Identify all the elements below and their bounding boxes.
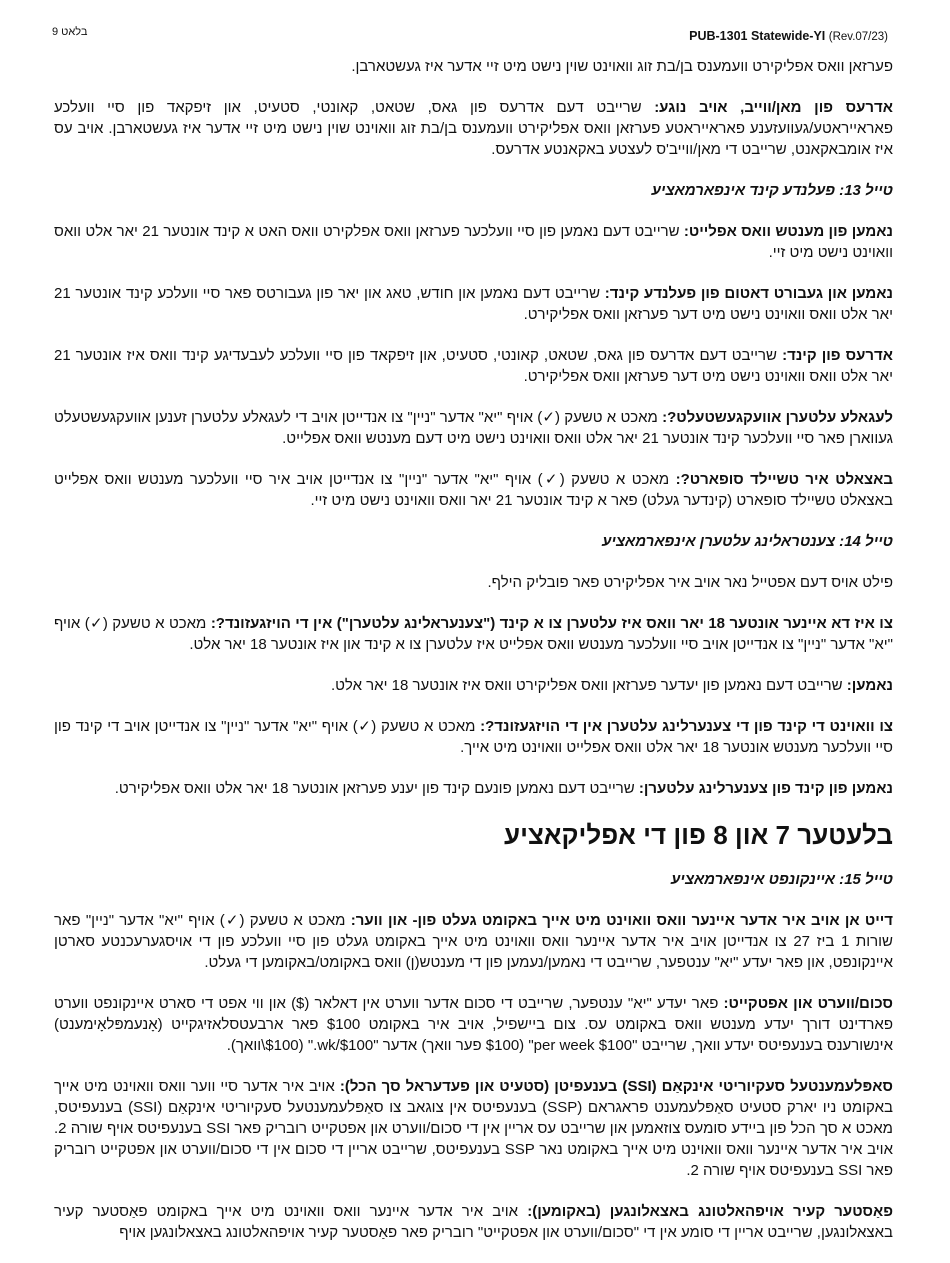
field-label: דייט אן אויב איר אדער איינער וואס וואוינט מיט אייך באקומט געלט פון- און ווער: [350,912,893,929]
field-description: שרייבט דעם נאמען און חודש, טאג און יאר פון געבורטס פאר סיי וועלכע קינד אונטער 21 יאר אלט וואס וואוינט נישט מיט דער פערזאן וואס אפליקירט. [54,285,893,323]
field-description: אויב איר אדער איינער וואס וואוינט מיט אייך באקומט פאַסטער קעיר באצאלונגען, שרייבט אריין די סומע אין די "סכום/ווערט און אפטקייט" רובריק פאר פאַסטער קעיר אויפהאלטונג באצאלונגען אויף [54,1203,893,1241]
pages-heading: בלעטער 7 און 8 פון די אפליקאציע [504,820,893,850]
field-label: נאמען: [846,677,893,694]
field-label: צו וואוינט די קינד פון די צענערלינג עלטערן אין די הויזגעזונד?: [480,718,893,735]
paragraph-public-assistance-note: פילט אויס דעם אפטייל נאר אויב איר אפליקירט פאר פובליק הילף. [487,574,893,591]
field-description: אויב איר אדער סיי ווער וואס וואוינט מיט אייך באקומט ניו יארק סטעיט סאַפּלעמענט פראגראם (SSP) בענעפיטס אין צוגאב צו סאַפּלעמענטעל סעקיוריטי אינקאַם (SSI) בענעפיטס, מאכט א סך הכל פון ביידע סומעס צוזאמען און שרייבט עס אריין אין די סכום/ווערט און אפטקייט רובריק פאר SSI בענעפיטס אויף שורה 2. אויב איר אדער איינער וואס וואוינט מיט אייך באקומט נאר SSP בענעפיטס, שרייבט אריין די סכום אין די סכום/ווערט און אפטקייט רובריק פאר SSI בענעפיטס אויף שורה 2. [54,1078,893,1179]
paragraph-ssi-benefits [54,1076,893,1181]
publication-id [689,29,888,43]
paragraph-child-address [54,345,893,387]
paragraph-spouse-status: פערזאן וואס אפליקירט וועמענס בן/בת זוג וואוינט שוין נישט מיט זיי אדער איז געשטארבן. [351,58,893,75]
field-description: מאכט א טשעק (✓) אויף "יא" אדער "ניין" צו אנדייטן אויב סיי וועלכער מענטש וואס אפלייט איז עלטערן צו א קינד און איז אונטער 18 יאר אלט. [54,615,893,653]
field-description: שרייבט דעם נאמען פון יעדער פערזאן וואס אפליקירט וואס איז אונטער 18 יאר אלט. [330,677,847,694]
section-heading-14: טייל 14: צענטראלינג עלטערן אינפארמאציע [602,533,893,550]
field-label: אדרעס פון מאן/ווייב, אויב נוגע: [654,99,893,116]
revision-date: (Rev.07/23) [828,31,888,43]
section-heading-15: טייל 15: איינקונפט אינפארמאציע [671,871,893,888]
field-label: נאמען פון מענטש וואס אפלייט: [683,223,893,240]
field-description: שרייבט דעם אדרעס פון גאס, שטאט, קאונטי, סטעיט, און זיפקאד פון סיי וועלכע פאראייראטע/געוועזענע פאראייראטע פערזאן וואס אפליקירט וועמענס בן/בת זוג וואוינט שוין נישט מיט זיי אדער איז געשטארבן. אויב עס איז אומבאקאנט, שרייבט די מאן/ווייב'ס לעצטע באקאנטע אדרעס. [54,99,893,158]
paragraph-child-name-dob [54,283,893,325]
paragraph-amount-frequency [54,993,893,1056]
field-label: סאפּלעמענטעל סעקיוריטי אינקאַם (SSI) בענעפיטן (סטעיט און פעדעראל סך הכל): [339,1078,893,1095]
field-description: שרייבט דעם נאמען פון סיי וועלכער פערזאן וואס אפלקירט וואס האט א קינד אונטער 21 יאר אלט וואס וואוינט נישט מיט זיי. [54,223,893,261]
section-heading-13: טייל 13: פעלנדע קינד אינפארמאציע [651,182,893,199]
paragraph-legal-parents [54,407,893,449]
field-description: מאכט א טשעק (✓) אויף "יא" אדער "ניין" צו אנדייטן אויב די לעגאלע עלטערן זענען אוועקגעשטעלט געווארן פאר סיי וועלכער קינד אונטער 21 יאר אלט וואס וואוינט נישט מיט דעם מענטש וואס אפלייט. [54,409,893,447]
paragraph-child-support [54,469,893,511]
field-label: לעגאלע עלטערן אוועקגעשטעלט?: [662,409,894,426]
paragraph-income-sources [54,910,893,973]
field-label: נאמען און געבורט דאטום פון פעלנדע קינד: [604,285,893,302]
pub-code: PUB-1301 Statewide-YI [689,29,826,43]
page-number: בלאט 9 [52,26,88,38]
field-label: נאמען פון קינד פון צענערלינג עלטערן: [638,780,893,797]
paragraph-minor-child-name [54,778,893,799]
field-label: סכום/ווערט און אפטקייט: [723,995,893,1012]
field-label: צו איז דא איינער אונטער 18 יאר וואס איז עלטערן צו א קינד ("צענעראלינג עלטערן") אין די הויזגעזונד?: [210,615,893,632]
field-description: מאכט א טשעק (✓) אויף "יא" אדער "ניין" צו אנדייטן אויב איר סיי וועלכער מענטש וואס אפלייט באצאלט טשיילד סופארט (קינדער געלט) פאר א קינד אונטער 21 יאר וואס וואוינט נישט מיט זיי. [54,471,893,509]
field-description: שרייבט דעם נאמען פונעם קינד פון יענע פערזאן אונטער 18 יאר אלט וואס אפליקירט. [114,780,639,797]
field-description: פאר יעדע "יא" ענטפער, שרייבט די סכום אדער ווערט אין דאלאר ($) און ווי אפט די סארט איינקונפט ווערט פארדינט דורך יעדע מענטש וואס באקומט עס. צום ביישפיל, אויב איר באקומט $100 פאר ארבעטסלאזיגקייט (אָנעמפּלאָימענט) אינשורענס בענעפיטס יעדע וואך, שרייבט "$100 per week" ($100 פער וואך) אדער "$100/wk." ($100\וואך). [54,995,893,1054]
body-content [54,56,893,1263]
field-description: שרייבט דעם אדרעס פון גאס, שטאט, קאונטי, סטעיט, און זיפקאד פון סיי וועלכע לעבעדיגע קינד וואס איז אונטער 21 יאר אלט וואס וואוינט נישט מיט דער פערזאן וואס אפליקירט. [54,347,893,385]
paragraph-applicant-name [54,221,893,263]
paragraph-minor-child-lives [54,716,893,758]
field-label: באצאלט איר טשיילד סופארט?: [675,471,893,488]
paragraph-foster-care [54,1201,893,1243]
paragraph-minor-parent [54,613,893,655]
field-label: אדרעס פון קינד: [782,347,894,364]
field-label: פאַסטער קעיר אויפהאלטונג באצאלונגען (באקומען): [527,1203,894,1220]
paragraph-spouse-address [54,97,893,160]
field-description: מאכט א טשעק (✓) אויף "יא" אדער "ניין" צו אנדייטן אויב די קינד פון סיי וועלכער מענטש אונטער 18 יאר אלט וואס אפלייט וואוינט מיט אייך. [54,718,893,756]
field-description: מאכט א טשעק (✓) אויף "יא" אדער "ניין" פאר שורות 1 ביז 27 צו אנדייטן אויב איר אדער איינער וואס וואוינט מיט אייך באקומט געלט פון סיי וועלכע פון די אויסגערעכנטע סארטן איינקונפט, און פאר יעדע "יא" ענטפער, שרייבט די נאמען/נעמען פון די מענטש(ן) וואס באקומט/באקומען די געלט. [54,912,893,971]
paragraph-minor-name [54,675,893,696]
